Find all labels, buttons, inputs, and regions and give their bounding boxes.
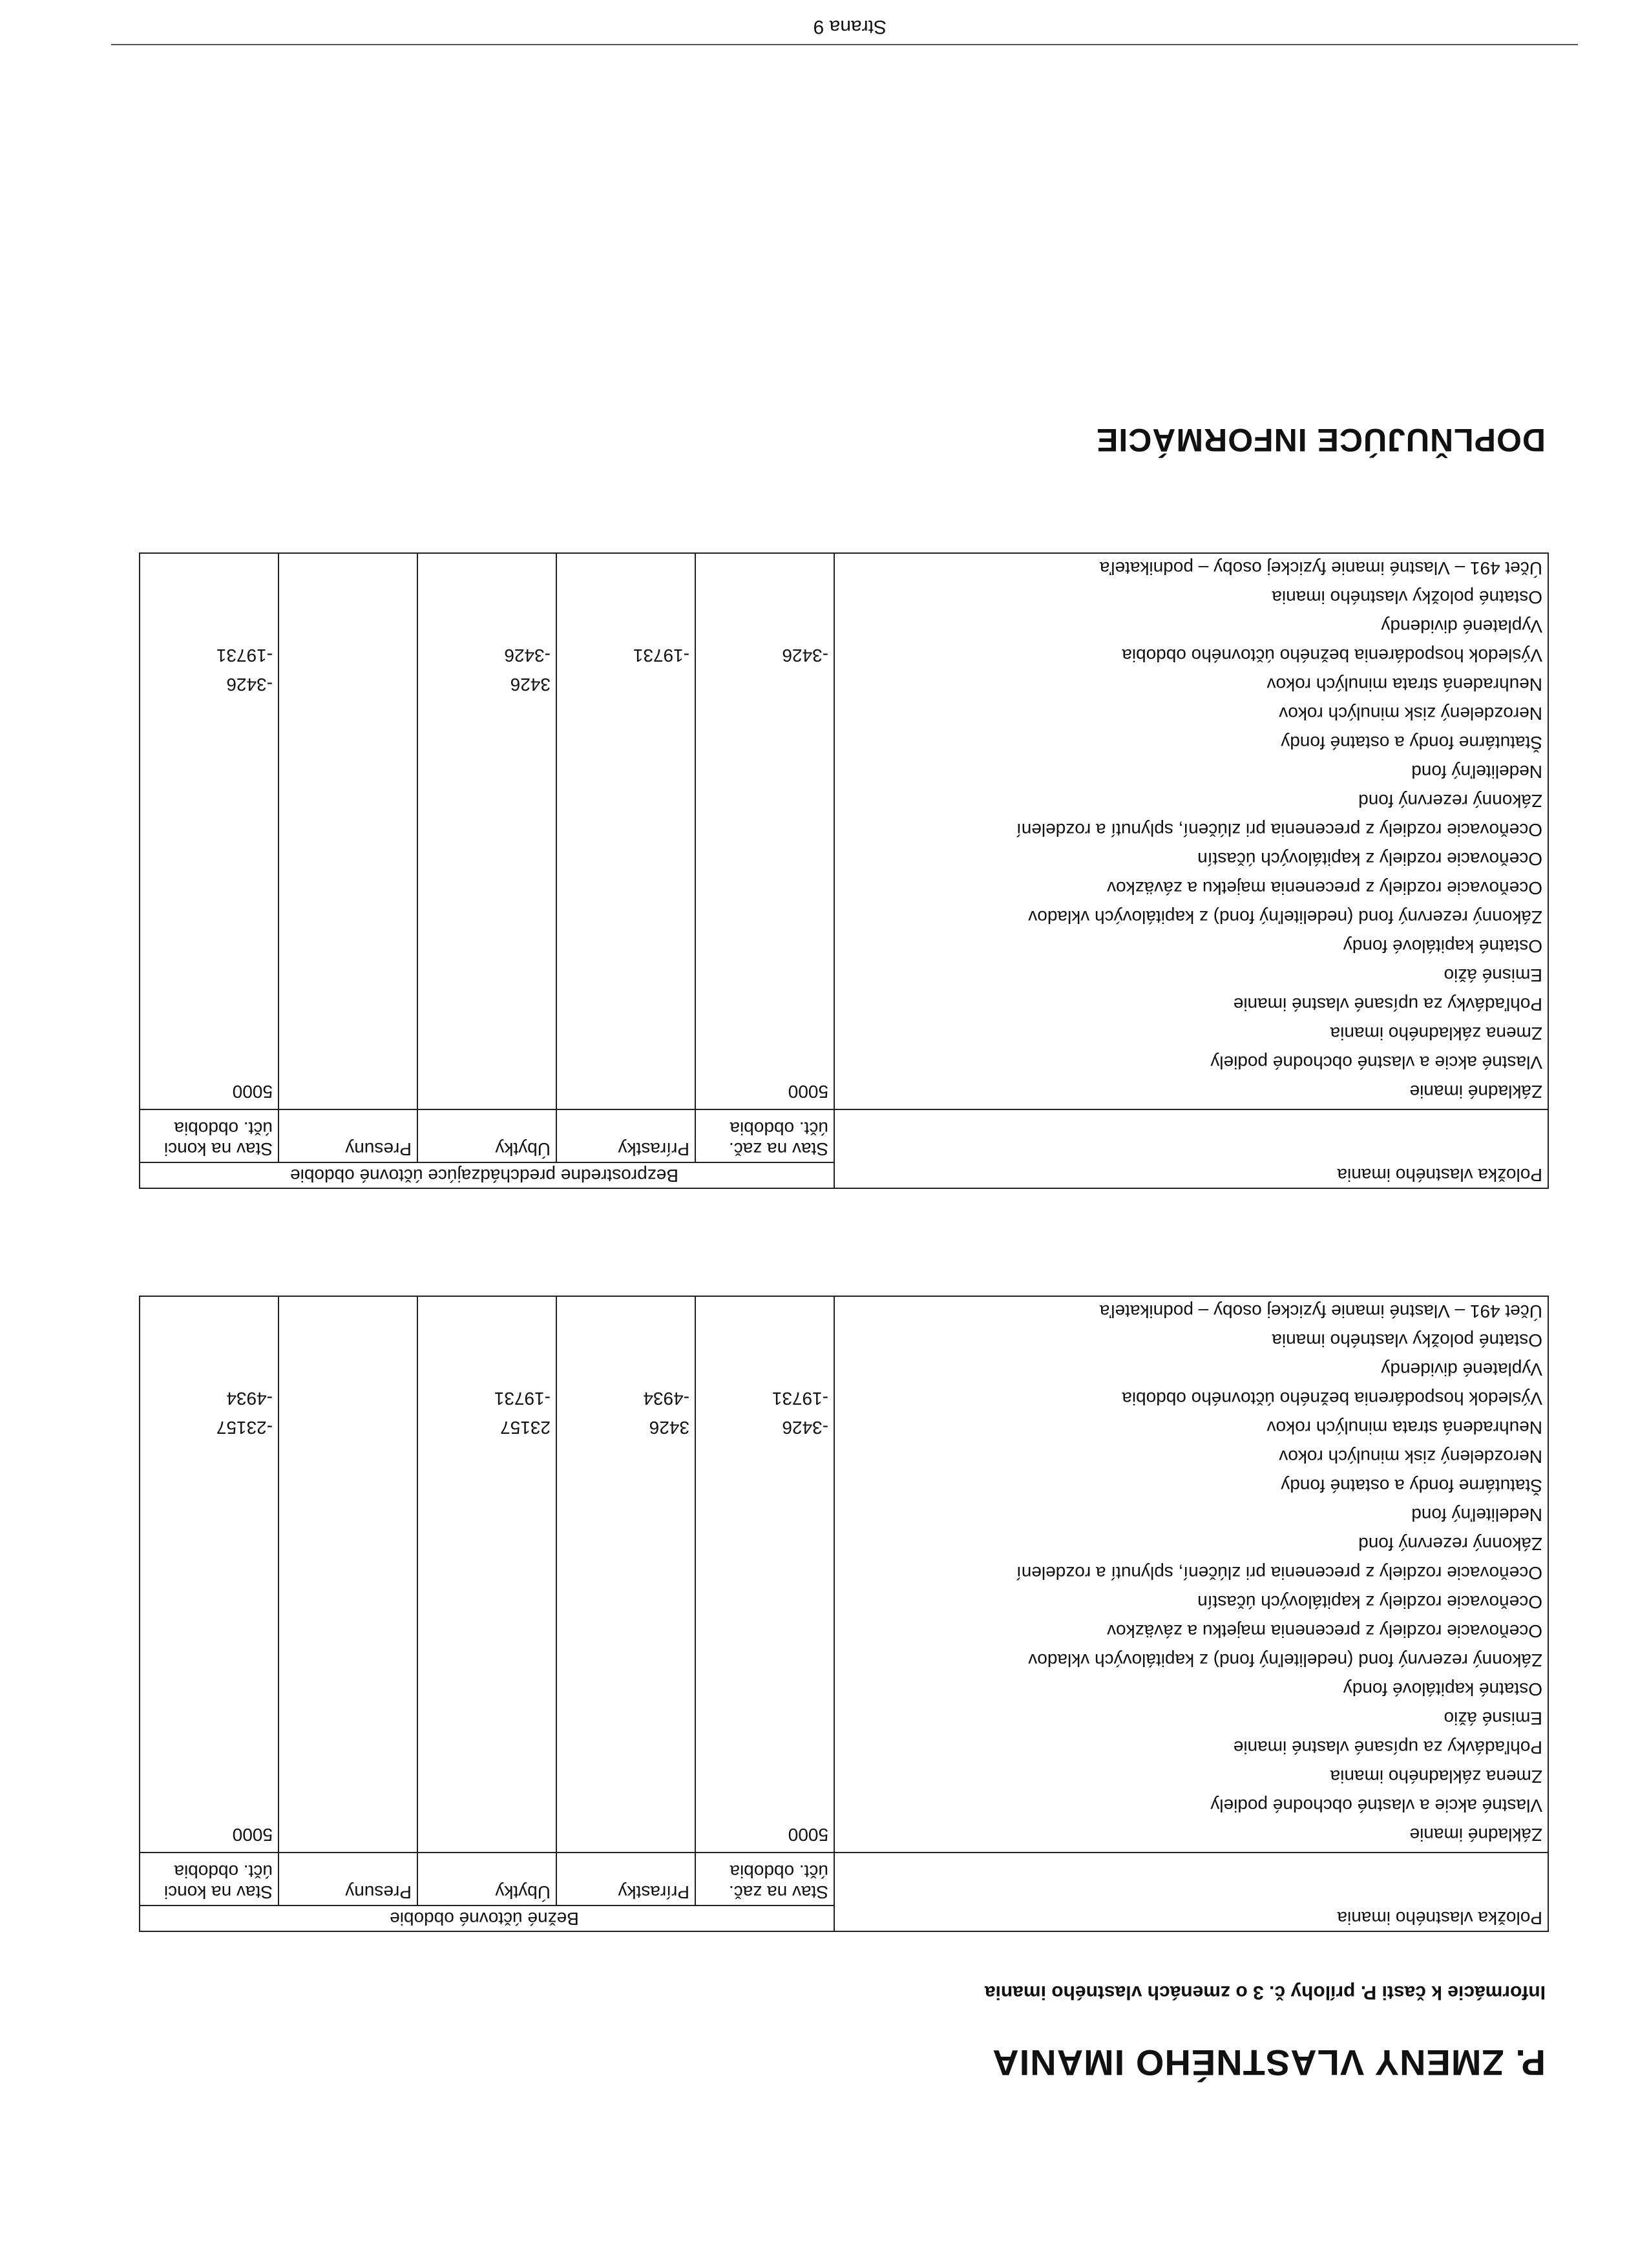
cell-end [140, 874, 273, 903]
cell-decreases [418, 1297, 551, 1326]
col-header-transfers: Presuny [278, 1109, 417, 1162]
cell-end [140, 1559, 273, 1588]
cell-decreases [418, 961, 551, 990]
cell-end [140, 1297, 273, 1326]
row-item: Oceňovacie rozdiely z kapitálových účastín [1197, 1592, 1542, 1612]
cell-end [140, 1733, 273, 1762]
cell-increases [557, 757, 689, 786]
cell-increases [557, 932, 689, 961]
cell-increases: -19731 [633, 646, 689, 666]
row-item: Ostatné kapitálové fondy [1343, 936, 1542, 956]
cell-end [140, 699, 273, 728]
increases-column [556, 553, 695, 1109]
cell-increases [557, 1617, 689, 1646]
row-item: Emisné ážio [1444, 1708, 1542, 1728]
row-item: Zákonný rezervný fond [1358, 791, 1542, 811]
cell-increases [557, 1733, 689, 1762]
cell-end [140, 757, 273, 786]
cell-transfers [279, 1820, 412, 1849]
cell-start: 5000 [788, 1082, 828, 1102]
cell-transfers [279, 1529, 412, 1559]
equity-table-previous [139, 552, 1549, 1189]
cell-end [140, 1500, 273, 1529]
cell-start [696, 1019, 828, 1048]
cell-transfers [279, 1019, 412, 1048]
cell-end [140, 1048, 273, 1077]
cell-decreases [418, 845, 551, 874]
cell-end [140, 1762, 273, 1791]
cell-end [140, 583, 273, 612]
row-item: Ostatné kapitálové fondy [1343, 1679, 1542, 1699]
col-header-transfers: Presuny [278, 1853, 417, 1906]
cell-transfers [279, 961, 412, 990]
row-item: Vyplatené dividendy [1381, 1360, 1542, 1380]
cell-start [696, 1675, 828, 1704]
row-item: Základné imanie [1409, 1082, 1542, 1102]
cell-increases [557, 1355, 689, 1384]
row-item: Účet 491 – Vlastné imanie fyzickej osoby – podnikateľa [1099, 1301, 1542, 1321]
cell-increases [557, 786, 689, 815]
cell-decreases [418, 1019, 551, 1048]
cell-transfers [279, 670, 412, 699]
cell-increases: -4934 [643, 1389, 689, 1409]
decreases-column [417, 553, 556, 1109]
cell-end [140, 1326, 273, 1355]
cell-end [140, 1675, 273, 1704]
row-item: Vyplatené dividendy [1381, 616, 1542, 636]
row-item: Zákonný rezervný fond (nedeliteľný fond) z kapitálových vkladov [1028, 1650, 1542, 1670]
row-item: Pohľadávky za upísané vlastné imanie [1233, 1738, 1542, 1758]
cell-increases [557, 815, 689, 845]
cell-decreases: 23157 [500, 1418, 551, 1438]
row-item: Zákonný rezervný fond [1358, 1534, 1542, 1554]
cell-start: 5000 [788, 1825, 828, 1845]
cell-increases [557, 1820, 689, 1849]
cell-increases [557, 728, 689, 757]
cell-end [140, 554, 273, 583]
row-item: Nerozdelený zisk minulých rokov [1279, 1447, 1542, 1467]
cell-start [696, 874, 828, 903]
cell-start [696, 1791, 828, 1820]
cell-increases [557, 1646, 689, 1675]
info-section-title: DOPLŇUJÚCE INFORMÁCIE [1095, 422, 1546, 458]
items-column [834, 1296, 1548, 1853]
cell-start [696, 757, 828, 786]
cell-start: -19731 [772, 1389, 828, 1409]
cell-transfers [279, 1297, 412, 1326]
cell-decreases [418, 1588, 551, 1617]
col-header-start: Stav na zač. účt. obdobia [695, 1109, 834, 1162]
row-item: Štatutárne fondy a ostatné fondy [1281, 733, 1542, 753]
cell-start [696, 903, 828, 932]
row-item: Ostatné položky vlastného imania [1272, 587, 1542, 607]
equity-table-current [139, 1296, 1549, 1932]
cell-decreases [418, 757, 551, 786]
row-item: Pohľadávky za upísané vlastné imanie [1233, 994, 1542, 1014]
cell-transfers [279, 728, 412, 757]
cell-increases [557, 845, 689, 874]
row-item: Oceňovacie rozdiely z precenenia majetku a záväzkov [1107, 1621, 1542, 1641]
cell-end [140, 1617, 273, 1646]
cell-start [696, 1588, 828, 1617]
row-item: Oceňovacie rozdiely z precenenia pri zlúčení, splynutí a rozdelení [1016, 820, 1542, 840]
end-column [140, 1296, 278, 1853]
cell-decreases [418, 815, 551, 845]
cell-transfers [279, 1762, 412, 1791]
cell-start: -3426 [782, 646, 828, 666]
cell-transfers [279, 1471, 412, 1500]
cell-start [696, 1733, 828, 1762]
cell-end [140, 612, 273, 641]
period-label: Bezprostredne predchádzajúce účtovné obdobie [140, 1162, 834, 1188]
cell-decreases [418, 786, 551, 815]
cell-end [140, 1529, 273, 1559]
cell-end [140, 932, 273, 961]
end-column [140, 553, 278, 1109]
row-item: Neuhradená strata minulých rokov [1266, 1418, 1542, 1438]
cell-end [140, 786, 273, 815]
cell-transfers [279, 1500, 412, 1529]
transfers-column [278, 553, 417, 1109]
col-header-increases: Prírastky [556, 1109, 695, 1162]
cell-start [696, 961, 828, 990]
cell-decreases [418, 1077, 551, 1106]
cell-start [696, 554, 828, 583]
cell-increases [557, 699, 689, 728]
cell-start [696, 1617, 828, 1646]
cell-increases [557, 1048, 689, 1077]
cell-end [140, 903, 273, 932]
cell-transfers [279, 1326, 412, 1355]
cell-start [696, 1326, 828, 1355]
cell-increases [557, 670, 689, 699]
cell-increases [557, 1529, 689, 1559]
cell-increases [557, 554, 689, 583]
cell-start [696, 1500, 828, 1529]
cell-decreases [418, 1617, 551, 1646]
cell-increases [557, 1762, 689, 1791]
cell-transfers [279, 932, 412, 961]
cell-end [140, 815, 273, 845]
row-item: Neuhradená strata minulých rokov [1266, 675, 1542, 695]
cell-start [696, 1442, 828, 1471]
cell-transfers [279, 1675, 412, 1704]
cell-increases [557, 874, 689, 903]
cell-end: 5000 [232, 1082, 273, 1102]
cell-increases [557, 583, 689, 612]
cell-decreases [418, 1500, 551, 1529]
row-item: Účet 491 – Vlastné imanie fyzickej osoby – podnikateľa [1099, 558, 1542, 578]
cell-start [696, 728, 828, 757]
cell-decreases [418, 612, 551, 641]
row-item: Nedeliteľný fond [1411, 1505, 1542, 1525]
cell-decreases [418, 699, 551, 728]
cell-decreases [418, 1326, 551, 1355]
cell-decreases [418, 1733, 551, 1762]
cell-end: -23157 [216, 1418, 273, 1438]
row-item: Emisné ážio [1444, 965, 1542, 985]
cell-transfers [279, 1559, 412, 1588]
cell-start: -3426 [782, 1418, 828, 1438]
cell-increases [557, 1791, 689, 1820]
cell-end: 5000 [232, 1825, 273, 1845]
period-label: Bežné účtovné obdobie [140, 1906, 834, 1931]
col-header-item: Položka vlastného imania [834, 1853, 1548, 1931]
cell-end [140, 1355, 273, 1384]
col-header-start: Stav na zač. účt. obdobia [695, 1853, 834, 1906]
cell-decreases [418, 874, 551, 903]
cell-increases [557, 1442, 689, 1471]
section-subtitle: Informácie k časti P. prílohy č. 3 o zmenách vlastného imania [984, 1982, 1546, 2003]
col-header-increases: Prírastky [556, 1853, 695, 1906]
cell-increases [557, 903, 689, 932]
cell-start [696, 1704, 828, 1733]
cell-start [696, 670, 828, 699]
cell-start [696, 1355, 828, 1384]
cell-start [696, 1762, 828, 1791]
row-item: Nedeliteľný fond [1411, 762, 1542, 782]
cell-increases [557, 961, 689, 990]
col-header-end: Stav na konci účt. obdobia [140, 1853, 278, 1906]
cell-start [696, 1559, 828, 1588]
row-item: Vlastné akcie a vlastné obchodné podiely [1210, 1053, 1542, 1073]
cell-start [696, 1646, 828, 1675]
cell-decreases [418, 1529, 551, 1559]
cell-end [140, 728, 273, 757]
cell-increases [557, 1500, 689, 1529]
start-column [695, 1296, 834, 1853]
cell-transfers [279, 845, 412, 874]
decreases-column [417, 1296, 556, 1853]
cell-start [696, 990, 828, 1019]
cell-decreases [418, 1791, 551, 1820]
cell-start [696, 1529, 828, 1559]
cell-decreases [418, 1762, 551, 1791]
cell-transfers [279, 1048, 412, 1077]
cell-increases [557, 1019, 689, 1048]
cell-transfers [279, 641, 412, 670]
cell-end [140, 1019, 273, 1048]
cell-transfers [279, 1442, 412, 1471]
cell-decreases [418, 1820, 551, 1849]
cell-transfers [279, 1646, 412, 1675]
transfers-column [278, 1296, 417, 1853]
row-item: Štatutárne fondy a ostatné fondy [1281, 1476, 1542, 1496]
cell-end [140, 845, 273, 874]
cell-decreases [418, 728, 551, 757]
row-item: Zmena základného imania [1330, 1767, 1542, 1787]
cell-increases [557, 1704, 689, 1733]
cell-decreases [418, 1442, 551, 1471]
row-item: Zákonný rezervný fond (nedeliteľný fond) z kapitálových vkladov [1028, 907, 1542, 927]
cell-increases [557, 612, 689, 641]
cell-end [140, 1791, 273, 1820]
cell-transfers [279, 903, 412, 932]
cell-start [696, 1471, 828, 1500]
cell-decreases [418, 1559, 551, 1588]
cell-transfers [279, 1355, 412, 1384]
row-item: Oceňovacie rozdiely z kapitálových účastín [1197, 849, 1542, 869]
cell-increases [557, 1471, 689, 1500]
cell-start [696, 612, 828, 641]
row-item: Zmena základného imania [1330, 1024, 1542, 1044]
cell-decreases: 3426 [510, 675, 551, 695]
items-column [834, 553, 1548, 1109]
cell-start [696, 815, 828, 845]
cell-increases: 3426 [649, 1418, 689, 1438]
cell-transfers [279, 874, 412, 903]
cell-start [696, 786, 828, 815]
cell-end [140, 1442, 273, 1471]
cell-end [140, 1471, 273, 1500]
cell-end: -4934 [226, 1389, 273, 1409]
cell-decreases [418, 1704, 551, 1733]
col-header-decreases: Úbytky [417, 1109, 556, 1162]
row-item: Oceňovacie rozdiely z precenenia majetku a záväzkov [1107, 878, 1542, 898]
cell-increases [557, 1675, 689, 1704]
cell-start [696, 583, 828, 612]
cell-start [696, 932, 828, 961]
cell-end [140, 1704, 273, 1733]
cell-transfers [279, 1704, 412, 1733]
start-column [695, 553, 834, 1109]
row-item: Ostatné položky vlastného imania [1272, 1330, 1542, 1350]
col-header-decreases: Úbytky [417, 1853, 556, 1906]
col-header-item: Položka vlastného imania [834, 1109, 1548, 1188]
cell-transfers [279, 1617, 412, 1646]
cell-increases [557, 1297, 689, 1326]
cell-decreases [418, 990, 551, 1019]
cell-increases [557, 1588, 689, 1617]
cell-start [696, 699, 828, 728]
row-item: Vlastné akcie a vlastné obchodné podiely [1210, 1796, 1542, 1816]
row-item: Výsledok hospodárenia bežného účtovného obdobia [1122, 646, 1542, 666]
cell-transfers [279, 1733, 412, 1762]
cell-decreases [418, 1675, 551, 1704]
cell-transfers [279, 815, 412, 845]
cell-decreases [418, 1646, 551, 1675]
cell-transfers [279, 1413, 412, 1442]
cell-end [140, 1588, 273, 1617]
cell-decreases [418, 1471, 551, 1500]
cell-decreases: -3426 [504, 646, 551, 666]
cell-decreases [418, 1048, 551, 1077]
cell-transfers [279, 612, 412, 641]
row-item: Nerozdelený zisk minulých rokov [1279, 704, 1542, 724]
section-title: P. ZMENY VLASTNÉHO IMANIA [992, 2042, 1546, 2083]
cell-start [696, 1048, 828, 1077]
cell-end: -19731 [216, 646, 273, 666]
cell-increases [557, 1077, 689, 1106]
cell-transfers [279, 1588, 412, 1617]
col-header-end: Stav na konci účt. obdobia [140, 1109, 278, 1162]
row-item: Základné imanie [1409, 1825, 1542, 1845]
cell-transfers [279, 1384, 412, 1413]
cell-end [140, 990, 273, 1019]
cell-increases [557, 990, 689, 1019]
cell-decreases [418, 583, 551, 612]
cell-transfers [279, 583, 412, 612]
cell-transfers [279, 699, 412, 728]
cell-end [140, 961, 273, 990]
cell-transfers [279, 1077, 412, 1106]
row-item: Oceňovacie rozdiely z precenenia pri zlúčení, splynutí a rozdelení [1016, 1563, 1542, 1583]
cell-transfers [279, 757, 412, 786]
cell-decreases [418, 903, 551, 932]
cell-end: -3426 [226, 675, 273, 695]
cell-increases [557, 1559, 689, 1588]
cell-transfers [279, 1791, 412, 1820]
cell-increases [557, 1326, 689, 1355]
cell-start [696, 1297, 828, 1326]
cell-decreases: -19731 [494, 1389, 551, 1409]
increases-column [556, 1296, 695, 1853]
cell-end [140, 1646, 273, 1675]
footer-rule [111, 44, 1578, 45]
cell-decreases [418, 932, 551, 961]
page-number: Strana 9 [813, 16, 887, 37]
row-item: Výsledok hospodárenia bežného účtovného obdobia [1122, 1389, 1542, 1409]
cell-decreases [418, 1355, 551, 1384]
cell-decreases [418, 554, 551, 583]
cell-transfers [279, 554, 412, 583]
cell-start [696, 845, 828, 874]
cell-transfers [279, 786, 412, 815]
cell-transfers [279, 990, 412, 1019]
